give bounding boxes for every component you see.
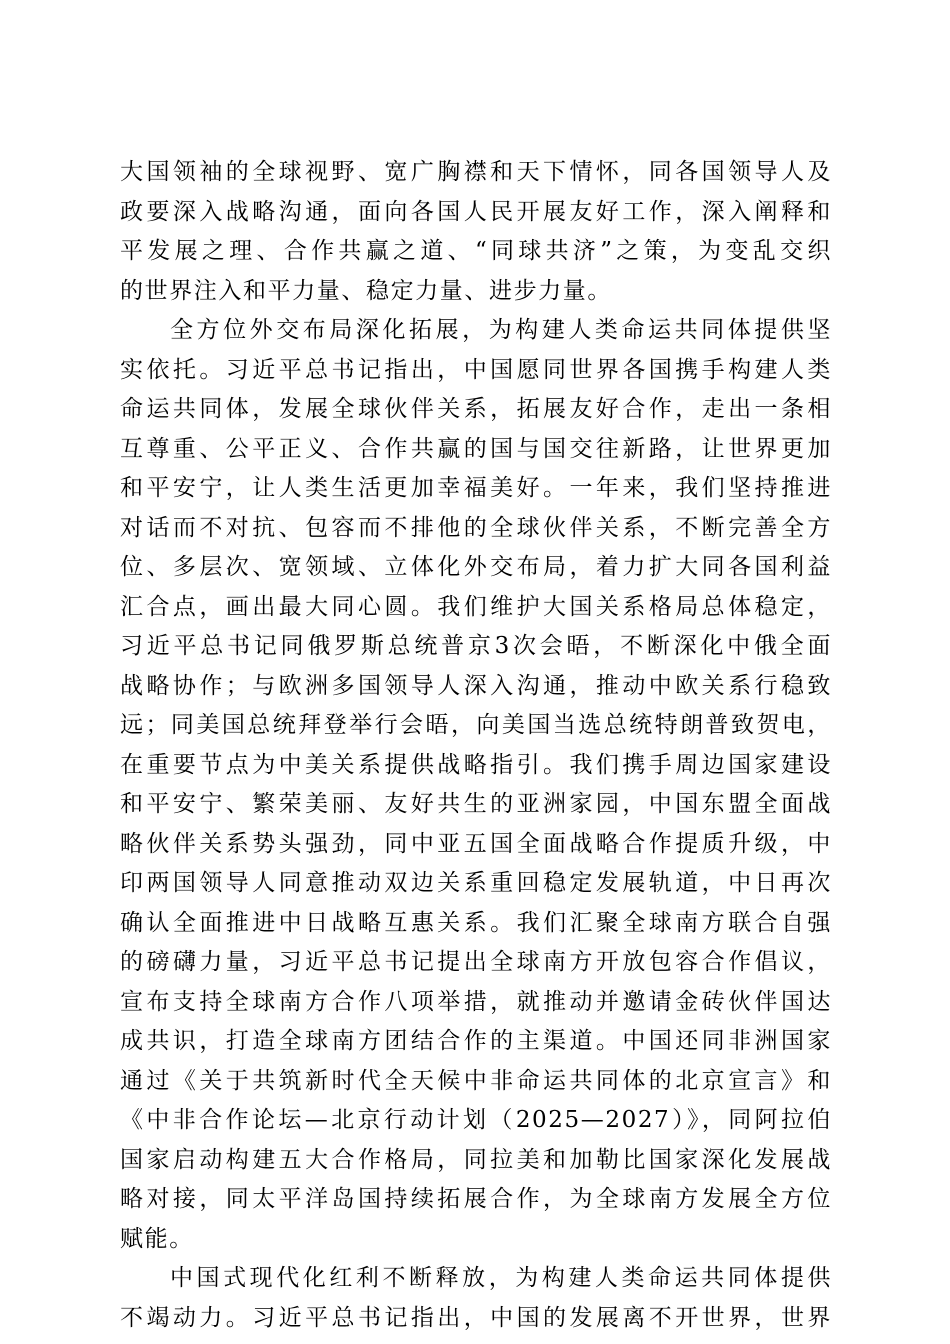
text-line-10: 对话而不对抗、包容而不排他的全球伙伴关系，不断完善全方 [120,514,832,541]
text-line-16: 在重要节点为中美关系提供战略指引。我们携手周边国家建设 [120,751,832,778]
text-line-27: 略对接，同太平洋岛国持续拓展合作，为全球南方发展全方位 [120,1186,832,1212]
text-line-4: 的世界注入和平力量、稳定力量、进步力量。 [120,277,612,304]
text-line-14: 战略协作；与欧洲多国领导人深入沟通，推动中欧关系行稳致 [120,672,832,699]
text-line-5: 全方位外交布局深化拓展，为构建人类命运共同体提供坚 [170,317,832,343]
text-line-19: 印两国领导人同意推动双边关系重回稳定发展轨道，中日再次 [120,870,832,896]
text-line-3: 平发展之理、合作共赢之道、“同球共济”之策，为变乱交织 [120,238,832,264]
text-line-28: 赋能。 [120,1225,194,1252]
text-line-8: 互尊重、公平正义、合作共赢的国与国交往新路，让世界更加 [120,435,832,462]
text-line-23: 成共识，打造全球南方团结合作的主渠道。中国还同非洲国家 [120,1028,832,1054]
text-line-13: 习近平总书记同俄罗斯总统普京3次会晤，不断深化中俄全面 [120,633,832,659]
text-line-29: 中国式现代化红利不断释放，为构建人类命运共同体提供 [170,1265,832,1291]
text-line-17: 和平安宁、繁荣美丽、友好共生的亚洲家园，中国东盟全面战 [120,791,832,817]
body-text [120,153,832,1338]
text-line-22: 宣布支持全球南方合作八项举措，就推动并邀请金砖伙伴国达 [120,988,832,1015]
text-line-26: 国家启动构建五大合作格局，同拉美和加勒比国家深化发展战 [120,1146,832,1173]
text-line-9: 和平安宁，让人类生活更加幸福美好。一年来，我们坚持推进 [120,475,832,501]
text-line-6: 实依托。习近平总书记指出，中国愿同世界各国携手构建人类 [120,356,832,383]
text-line-15: 远；同美国总统拜登举行会晤，向美国当选总统特朗普致贺电， [120,712,832,738]
text-line-11: 位、多层次、宽领域、立体化外交布局，着力扩大同各国利益 [120,554,832,580]
text-line-1: 大国领袖的全球视野、宽广胸襟和天下情怀，同各国领导人及 [120,159,832,185]
text-line-20: 确认全面推进中日战略互惠关系。我们汇聚全球南方联合自强 [120,909,832,936]
text-line-24: 通过《关于共筑新时代全天候中非命运共同体的北京宣言》和 [120,1067,832,1094]
text-line-18: 略伙伴关系势头强劲，同中亚五国全面战略合作提质升级，中 [120,830,832,857]
text-line-25: 《中非合作论坛—北京行动计划（2025—2027）》，同阿拉伯 [120,1107,832,1133]
text-line-7: 命运共同体，发展全球伙伴关系，拓展友好合作，走出一条相 [120,396,832,422]
text-line-21: 的磅礴力量，习近平总书记提出全球南方开放包容合作倡议， [120,949,832,975]
text-line-2: 政要深入战略沟通，面向各国人民开展友好工作，深入阐释和 [120,198,832,225]
text-line-30: 不竭动力。习近平总书记指出，中国的发展离不开世界，世界 [120,1304,832,1331]
text-line-12: 汇合点，画出最大同心圆。我们维护大国关系格局总体稳定， [120,593,832,620]
